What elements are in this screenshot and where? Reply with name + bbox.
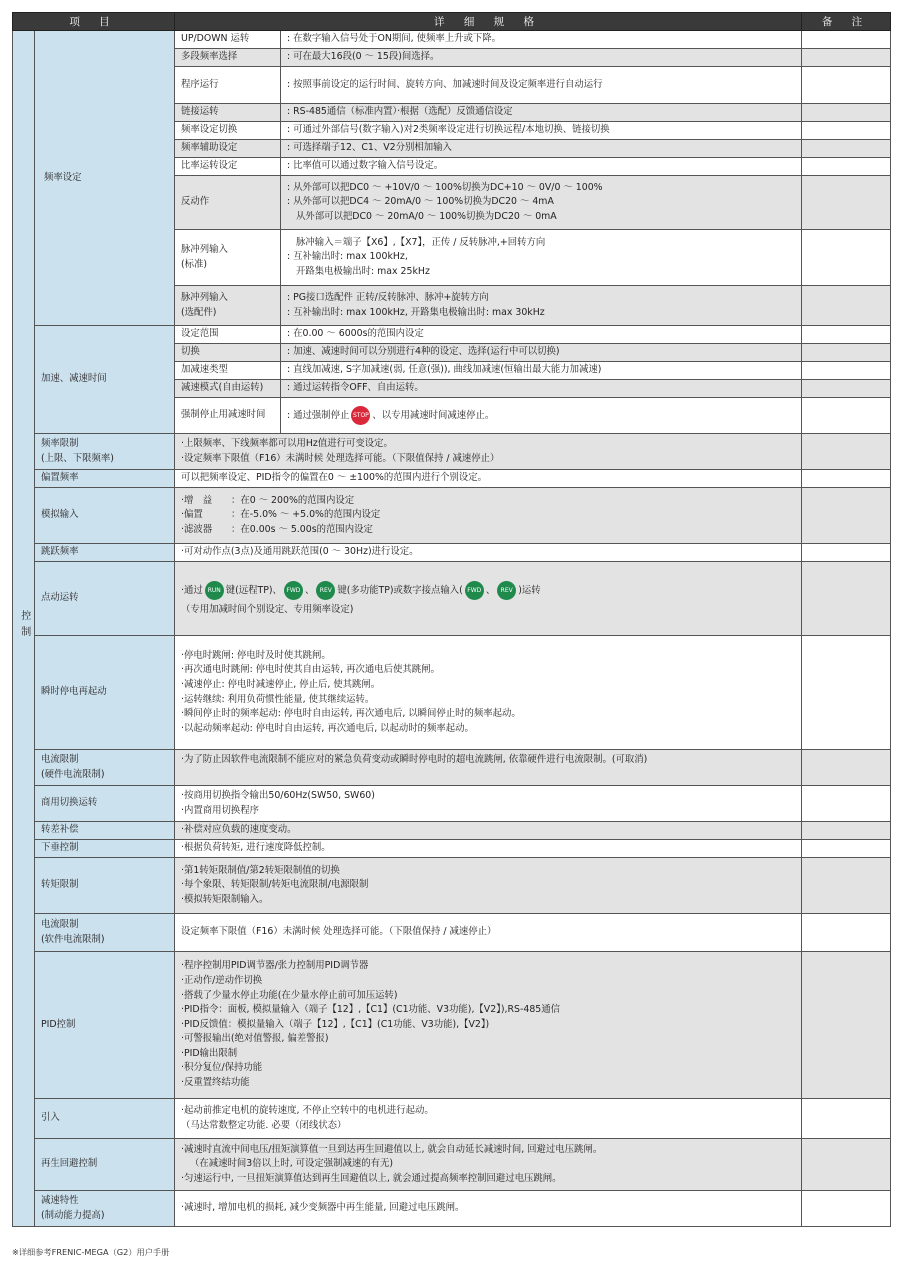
- row-spec: ·上限频率、下线频率都可以用Hz值进行可变设定。 ·设定频率下限值（F16）未满时候 处理选择可能。（下限值保持 / 减速停止）: [175, 434, 802, 470]
- note-cell: [802, 562, 891, 636]
- row-spec: ·根据负荷转矩, 进行速度降低控制。: [175, 840, 802, 858]
- row-spec: [281, 176, 802, 230]
- header-spec: 详 细 规 格: [175, 13, 802, 31]
- row-label: 反动作: [175, 176, 281, 230]
- row-label: 强制停止用减速时间: [175, 398, 281, 434]
- row-spec: : 可通过外部信号(数字输入)对2类频率设定进行切换远程/本地切换、链接切换: [281, 122, 802, 140]
- row-title: 点动运转: [35, 562, 175, 636]
- note-cell: [802, 67, 891, 104]
- stop-button-icon: STOP: [351, 406, 370, 425]
- row-title: 电流限制 (软件电流限制): [35, 914, 175, 952]
- spec-line: : 从外部可以把DC0 ～ +10V/0 ～ 100%切换为DC+10 ～ 0V/0 ～ 100%: [287, 181, 603, 193]
- row-title: PID控制: [35, 952, 175, 1099]
- note-cell: [802, 434, 891, 470]
- row-spec: ·程序控制用PID调节器/张力控制用PID调节器 ·正动作/逆动作切换 ·搭载了少量水停止功能(在少量水停止前可加压运转) ·PID指令：面板, 模拟量输入（端子【12】,【C1】(C1功能、V3功能),【V2】),RS-485通信 ·PID反馈值：模拟量输入（端子【12】,【C1】(C1功能、V3功能),【V2】) ·可警报输出(绝对值警报, 偏差警报) ·PID输出限制 ·积分复位/保持功能 ·反重置终结功能: [175, 952, 802, 1099]
- row-title: 偏置频率: [35, 470, 175, 488]
- row-label: 脉冲列输入 (选配件): [175, 286, 281, 326]
- note-cell: [802, 544, 891, 562]
- note-cell: [802, 122, 891, 140]
- note-cell: [802, 286, 891, 326]
- row-label: 频率设定切换: [175, 122, 281, 140]
- row-spec: : 在0.00 ～ 6000s的范围内设定: [281, 326, 802, 344]
- category-cell: 控制: [13, 31, 35, 1227]
- note-cell: [802, 914, 891, 952]
- row-spec: ·可对动作点(3点)及通用跳跃范围(0 ～ 30Hz)进行设定。: [175, 544, 802, 562]
- row-spec: ·停电时跳闸: 停电时及时使其跳闸。 ·再次通电时跳闸: 停电时使其自由运转, 再次通电后使其跳闸。 ·减速停止: 停电时减速停止, 停止后, 使其跳闸。 ·运转继续: 利用负荷惯性能量, 使其继续运转。 ·瞬间停止时的频率起动: 停电时自由运转, 再次通电后, 以瞬间停止时的频率起动。 ·以起动频率起动: 停电时自由运转, 再次通电后, 以起动时的频率起动。: [175, 636, 802, 750]
- note-cell: [802, 140, 891, 158]
- row-spec: : 可选择端子12、C1、V2分别相加输入: [281, 140, 802, 158]
- row-spec: [281, 286, 802, 326]
- rev-key-icon: REV: [497, 581, 516, 600]
- run-key-icon: RUN: [205, 581, 224, 600]
- note-cell: [802, 398, 891, 434]
- row-label: 加减速类型: [175, 362, 281, 380]
- row-label: 减速模式(自由运转): [175, 380, 281, 398]
- row-spec: : RS-485通信（标准内置）·根据（选配）反馈通信设定: [281, 104, 802, 122]
- section-freq: 频率设定: [35, 31, 175, 326]
- row-title: 跳跃频率: [35, 544, 175, 562]
- row-spec: ·补偿对应负载的速度变动。: [175, 822, 802, 840]
- row-spec: : 在数字输入信号处于ON期间, 使频率上升或下降。: [281, 31, 802, 49]
- row-label: 比率运转设定: [175, 158, 281, 176]
- note-cell: [802, 380, 891, 398]
- row-title: 减速特性 (制动能力提高): [35, 1191, 175, 1227]
- spec-line: : 互补输出时: max 100kHz, 开路集电极输出时: max 30kHz: [287, 306, 545, 318]
- note-cell: [802, 786, 891, 822]
- row-title: 频率限制 (上限、下限频率): [35, 434, 175, 470]
- row-spec: ·通过 RUN 键(远程TP)、 FWD 、 REV 键(多功能TP)或数字接点输入( FWD 、 REV )运转 （专用加减时间个别设定、专用频率设定): [175, 562, 802, 636]
- note-cell: [802, 158, 891, 176]
- row-title: 再生回避控制: [35, 1139, 175, 1191]
- spec-line: 脉冲输入＝端子【X6】,【X7】，正传 / 反转脉冲,+回转方向: [296, 236, 546, 248]
- spec-line: 从外部可以把DC0 ～ 20mA/0 ～ 100%切换为DC20 ～ 0mA: [296, 210, 557, 222]
- row-title: 瞬时停电再起动: [35, 636, 175, 750]
- note-cell: [802, 488, 891, 544]
- note-cell: [802, 470, 891, 488]
- row-label: UP/DOWN 运转: [175, 31, 281, 49]
- note-cell: [802, 326, 891, 344]
- note-cell: [802, 344, 891, 362]
- header-note: 备 注: [802, 13, 891, 31]
- row-spec: : 通过强制停止 STOP 、以专用减速时间减速停止。: [281, 398, 802, 434]
- note-cell: [802, 822, 891, 840]
- row-spec: : 直线加减速, S字加减速(弱, 任意(强)), 曲线加减速(恒输出最大能力加减速): [281, 362, 802, 380]
- row-spec: ·减速时, 增加电机的损耗, 减少变频器中再生能量, 回避过电压跳闸。: [175, 1191, 802, 1227]
- row-spec: ·增 益 ：在0 ～ 200%的范围内设定 ·偏置 ：在-5.0% ～ +5.0%的范围内设定 ·滤波器 ：在0.00s ～ 5.00s的范围内设定: [175, 488, 802, 544]
- fwd-key-icon: FWD: [284, 581, 303, 600]
- header-item: 项 目: [13, 13, 175, 31]
- note-cell: [802, 952, 891, 1099]
- note-cell: [802, 104, 891, 122]
- row-label: 链接运转: [175, 104, 281, 122]
- row-spec: : 比率值可以通过数字输入信号设定。: [281, 158, 802, 176]
- row-spec: : 可在最大16段(0 ～ 15段)间选择。: [281, 49, 802, 67]
- row-spec: ·起动前推定电机的旋转速度, 不停止空转中的电机进行起动。 （马达常数整定功能. 必要（闭线状态）: [175, 1099, 802, 1139]
- row-spec: [281, 230, 802, 286]
- note-cell: [802, 750, 891, 786]
- row-spec: ·第1转矩限制值/第2转矩限制值的切换 ·每个象限、转矩限制/转矩电流限制/电源限制 ·模拟转矩限制输入。: [175, 858, 802, 914]
- row-spec: ·减速时直流中间电压/扭矩演算值一旦到达再生回避值以上, 就会自动延长减速时间, 回避过电压跳闸。 （在减速时间3倍以上时, 可设定强制减速的有无) ·匀速运行中, 一旦扭矩演算值达到再生回避值以上, 就会通过提高频率控制回避过电压跳闸。: [175, 1139, 802, 1191]
- row-spec: : 通过运转指令OFF、自由运转。: [281, 380, 802, 398]
- note-cell: [802, 176, 891, 230]
- row-title: 商用切换运转: [35, 786, 175, 822]
- row-title: 转差补偿: [35, 822, 175, 840]
- note-cell: [802, 362, 891, 380]
- note-cell: [802, 858, 891, 914]
- note-cell: [802, 1191, 891, 1227]
- rev-key-icon: REV: [316, 581, 335, 600]
- row-spec: ·按商用切换指令输出50/60Hz(SW50, SW60) ·内置商用切换程序: [175, 786, 802, 822]
- note-cell: [802, 1099, 891, 1139]
- row-title: 下垂控制: [35, 840, 175, 858]
- note-cell: [802, 840, 891, 858]
- row-label: 频率辅助设定: [175, 140, 281, 158]
- row-title: 引入: [35, 1099, 175, 1139]
- note-cell: [802, 31, 891, 49]
- row-title: 电流限制 (硬件电流限制): [35, 750, 175, 786]
- fwd-key-icon: FWD: [465, 581, 484, 600]
- spec-table: [12, 12, 891, 1227]
- spec-line: 开路集电极输出时: max 25kHz: [296, 265, 430, 277]
- row-title: 转矩限制: [35, 858, 175, 914]
- row-spec: : 按照事前设定的运行时间、旋转方向、加减速时间及设定频率进行自动运行: [281, 67, 802, 104]
- row-spec: : 加速、减速时间可以分别进行4种的设定、选择(运行中可以切换): [281, 344, 802, 362]
- spec-line: : 从外部可以把DC4 ～ 20mA/0 ～ 100%切换为DC20 ～ 4mA: [287, 196, 554, 208]
- spec-line: : PG接口选配件 正转/反转脉冲、脉冲+旋转方向: [287, 291, 489, 303]
- row-label: 切换: [175, 344, 281, 362]
- spec-line: : 互补输出时: max 100kHz,: [287, 251, 408, 263]
- row-label: 多段频率选择: [175, 49, 281, 67]
- section-accel: 加速、减速时间: [35, 326, 175, 434]
- row-label: 程序运行: [175, 67, 281, 104]
- row-spec: ·为了防止因软件电流限制不能应对的紧急负荷变动或瞬时停电时的超电流跳闸, 依靠硬件进行电流限制。(可取消): [175, 750, 802, 786]
- row-spec: 可以把频率设定、PID指令的偏置在0 ～ ±100%的范围内进行个别设定。: [175, 470, 802, 488]
- row-label: 脉冲列输入 (标准): [175, 230, 281, 286]
- row-label: 设定范围: [175, 326, 281, 344]
- note-cell: [802, 230, 891, 286]
- row-spec: 设定频率下限值（F16）未满时候 处理选择可能。（下限值保持 / 减速停止）: [175, 914, 802, 952]
- note-cell: [802, 1139, 891, 1191]
- row-title: 模拟输入: [35, 488, 175, 544]
- note-cell: [802, 49, 891, 67]
- footnote: ※详细参考FRENIC-MEGA（G2）用户手册: [12, 1247, 170, 1257]
- note-cell: [802, 636, 891, 750]
